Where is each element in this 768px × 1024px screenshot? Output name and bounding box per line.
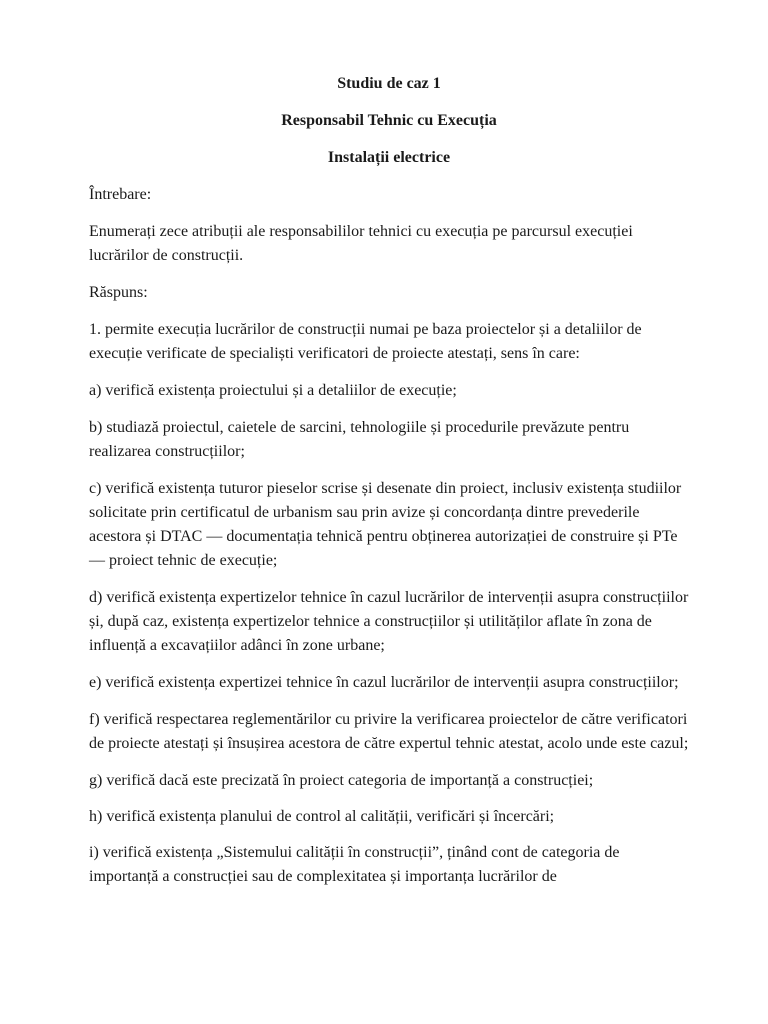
answer-item-a: a) verifică existența proiectului și a detaliilor de execuție; — [89, 382, 457, 399]
document-title: Studiu de caz 1 — [337, 75, 441, 92]
document-subtitle: Responsabil Tehnic cu Execuția — [281, 112, 497, 129]
answer-label: Răspuns: — [89, 284, 148, 301]
answer-item-f: f) verifică respectarea reglementărilor cu privire la verificarea proiectelor de către verificatori de proiecte atestați și însușirea acestora de către expertul tehnic atestat, acolo unde este cazul; — [89, 711, 689, 752]
document-subject: Instalații electrice — [327, 149, 451, 166]
answer-item-i: i) verifică existența „Sistemului calității în construcții”, ținând cont de categoria de importanță a construcției sau de complexitatea și importanța lucrărilor de — [89, 844, 620, 885]
question-label: Întrebare: — [89, 186, 152, 203]
question-text: Enumerați zece atribuții ale responsabililor tehnici cu execuția pe parcursul execuției lucrărilor de construcții. — [89, 223, 633, 264]
document-body — [89, 72, 689, 902]
answer-item-c: c) verifică existența tuturor pieselor scrise și desenate din proiect, inclusiv existența studiilor solicitate prin certificatul de urbanism sau prin avize și concordanța dintre prevederile acestora și DTAC — documentația tehnică pentru obținerea autorizației de construire și PTe — proiect tehnic de execuție; — [89, 480, 682, 569]
answer-item-g: g) verifică dacă este precizată în proiect categoria de importanță a construcției; — [89, 772, 594, 789]
answer-item-h: h) verifică existența planului de control al calității, verificări și încercări; — [89, 808, 555, 825]
answer-item-1: 1. permite execuția lucrărilor de construcții numai pe baza proiectelor și a detaliilor de execuție verificate de specialiști verificatori de proiecte atestați, sens în care: — [89, 321, 642, 362]
answer-item-d: d) verifică existența expertizelor tehnice în cazul lucrărilor de intervenții asupra construcțiilor și, după caz, existența expertizelor tehnice a construcțiilor și utilităților aflate în zona de influență a excavațiilor adânci în zone urbane; — [89, 589, 689, 654]
answer-item-b: b) studiază proiectul, caietele de sarcini, tehnologiile și procedurile prevăzute pentru realizarea construcțiilor; — [89, 419, 630, 460]
answer-item-e: e) verifică existența expertizei tehnice în cazul lucrărilor de intervenții asupra construcțiilor; — [89, 674, 679, 691]
